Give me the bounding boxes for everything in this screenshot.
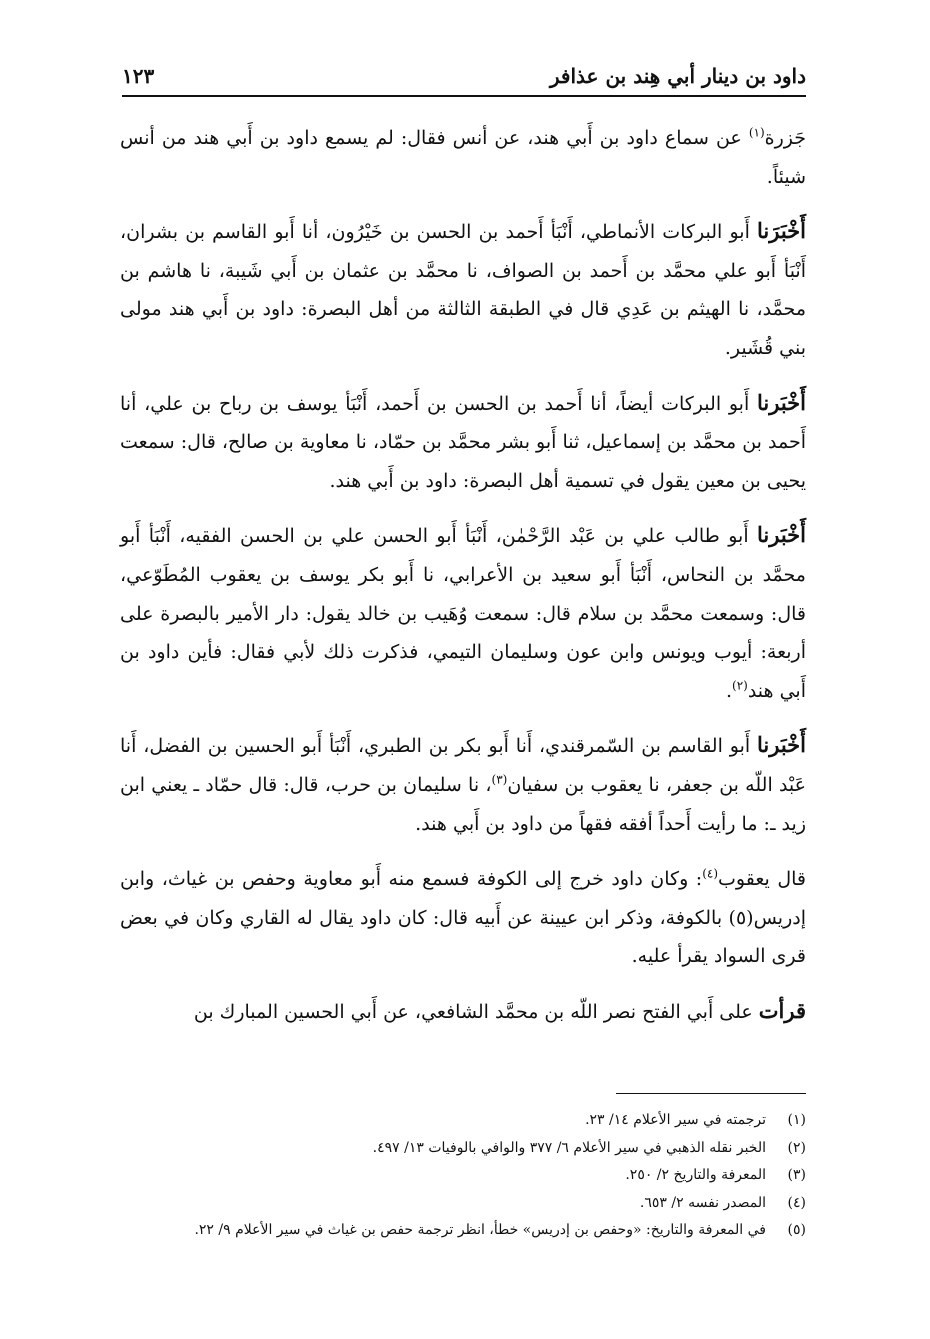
running-header bbox=[122, 58, 806, 88]
paragraph-text: أَبو القاسم بن السّمرقندي، أَنا أَبو بكر بن الطبري، أَنْبَأ أَبو الحسين بن الفضل، أَنا عَبْد اللّه بن جعفر، نا يعقوب بن سفيان bbox=[120, 735, 806, 796]
paragraph-text: أَبو البركات أيضاً، أنا أَحمد بن الحسن بن أَحمد، أَنْبَأ يوسف بن رباح بن علي، أنا أَحمد بن محمَّد بن إسماعيل، ثنا أَبو بشر محمَّد بن حمّاد، نا معاوية بن صالح، قال: سمعت يحيى بن معين يقول في تسمية أهل البصرة: داود بن أَبي هند. bbox=[120, 392, 806, 492]
footnote bbox=[120, 1190, 806, 1218]
footnote bbox=[120, 1107, 806, 1135]
paragraph bbox=[120, 212, 806, 367]
paragraph-text: أَبو طالب علي بن عَبْد الرَّحْمٰن، أَنْبَأ أَبو الحسن علي بن الحسن الفقيه، أَنْبَأ أَبو محمَّد بن النحاس، أَنْبَأ أَبو سعيد بن الأعرابي، نا أَبو بكر يوسف بن يعقوب المُطَوّعي، قال: وسمعت محمَّد بن سلام قال: سمعت وُهَيب بن خالد يقول: دار الأمير بالبصرة على أربعة: أيوب ويونس وابن عون وسليمان التيمي، فذكرت ذلك لأبي فقال: فأين داود بن أَبي هند bbox=[120, 525, 806, 702]
paragraph-text: على أَبي الفتح نصر اللّه بن محمَّد الشافعي، عن أَبي الحسين المبارك بن bbox=[193, 1000, 759, 1023]
paragraph-text-cont: . bbox=[725, 679, 732, 702]
footnote bbox=[120, 1135, 806, 1163]
paragraph bbox=[120, 384, 806, 501]
footnote-text: ترجمته في سير الأعلام ١٤/ ٢٣. bbox=[585, 1112, 766, 1128]
footnotes bbox=[120, 1107, 806, 1245]
footnote-number: (٤) bbox=[787, 1194, 806, 1211]
paragraph-text: أَبو البركات الأنماطي، أَنْبَأ أَحمد بن الحسن بن خَيْرُون، أنا أَبو القاسم بن بشران، أَنْبَأ أَبو علي محمَّد بن أَحمد بن الصواف، نا محمَّد بن عثمان بن أَبي شَيبة، نا هاشم بن محمَّد، نا الهيثم بن عَدِي قال في الطبقة الثالثة من أهل البصرة: داود بن أَبي هند مولى بني قُشَير. bbox=[120, 221, 806, 359]
paragraph bbox=[120, 118, 806, 196]
footnote-number: (٢) bbox=[787, 1139, 806, 1156]
paragraph-text-cont: ، نا سليمان بن حرب، قال: قال حمّاد ـ يعني ابن زيد ـ: ما رأيت أَحداً أفقه فقهاً من داود بن أَبي هند. bbox=[120, 773, 806, 835]
paragraph-text: جَزرة bbox=[764, 127, 806, 149]
footnote-marker: (٤) bbox=[702, 866, 719, 881]
header-title: داود بن دينار أبي هِند بن عذافر bbox=[549, 64, 806, 88]
paragraph-lead: أَخْبَرنا bbox=[757, 522, 806, 548]
paragraph-lead: أَخْبَرنا bbox=[757, 732, 806, 758]
paragraph-text: قال يعقوب bbox=[718, 868, 806, 891]
footnote-number: (٣) bbox=[787, 1167, 806, 1184]
paragraph-text-cont: : وكان داود خرج إلى الكوفة فسمع منه أَبو معاوية وحفص بن غياث، وابن إدريس(٥) بالكوفة، وذكر ابن عيينة عن أَبيه قال: كان داود يقال له القاري وكان في بعض قرى السواد يقرأ عليه. bbox=[120, 868, 806, 968]
footnote-number: (١) bbox=[787, 1112, 806, 1128]
footnote bbox=[120, 1217, 806, 1245]
paragraph bbox=[120, 992, 806, 1032]
footnote-marker: (٣) bbox=[491, 772, 508, 787]
paragraph bbox=[120, 726, 806, 843]
paragraph bbox=[120, 516, 806, 710]
footnote bbox=[120, 1162, 806, 1190]
paragraph-lead: أَخْبَرنا bbox=[757, 389, 806, 415]
paragraph bbox=[120, 859, 806, 976]
footnote-text: في المعرفة والتاريخ: «وحفص بن إدريس» خطأ، انظر ترجمة حفص بن غياث في سير الأعلام ٩/ ٢٢. bbox=[194, 1222, 766, 1239]
header-rule bbox=[122, 95, 806, 97]
footnote-rule bbox=[616, 1093, 806, 1094]
footnote-marker: (٢) bbox=[732, 678, 748, 693]
main-text bbox=[120, 118, 806, 1047]
page-number: ١٢٣ bbox=[122, 64, 155, 88]
paragraph-lead: قرأت bbox=[758, 997, 806, 1023]
footnote-number: (٥) bbox=[787, 1222, 806, 1239]
footnote-text: المعرفة والتاريخ ٢/ ٢٥٠. bbox=[625, 1167, 766, 1184]
footnote-text: الخبر نقله الذهبي في سير الأعلام ٦/ ٣٧٧ والوافي بالوفيات ١٣/ ٤٩٧. bbox=[372, 1139, 766, 1156]
footnote-marker: (١) bbox=[748, 125, 765, 140]
paragraph-lead: أَخْبَرَنا bbox=[757, 218, 806, 244]
footnote-text: المصدر نفسه ٢/ ٦٥٣. bbox=[639, 1194, 766, 1211]
paragraph-text-cont: عن سماع داود بن أَبي هند، عن أنس فقال: لم يسمع داود بن أَبي هند من أنس شيئاً. bbox=[120, 127, 806, 188]
